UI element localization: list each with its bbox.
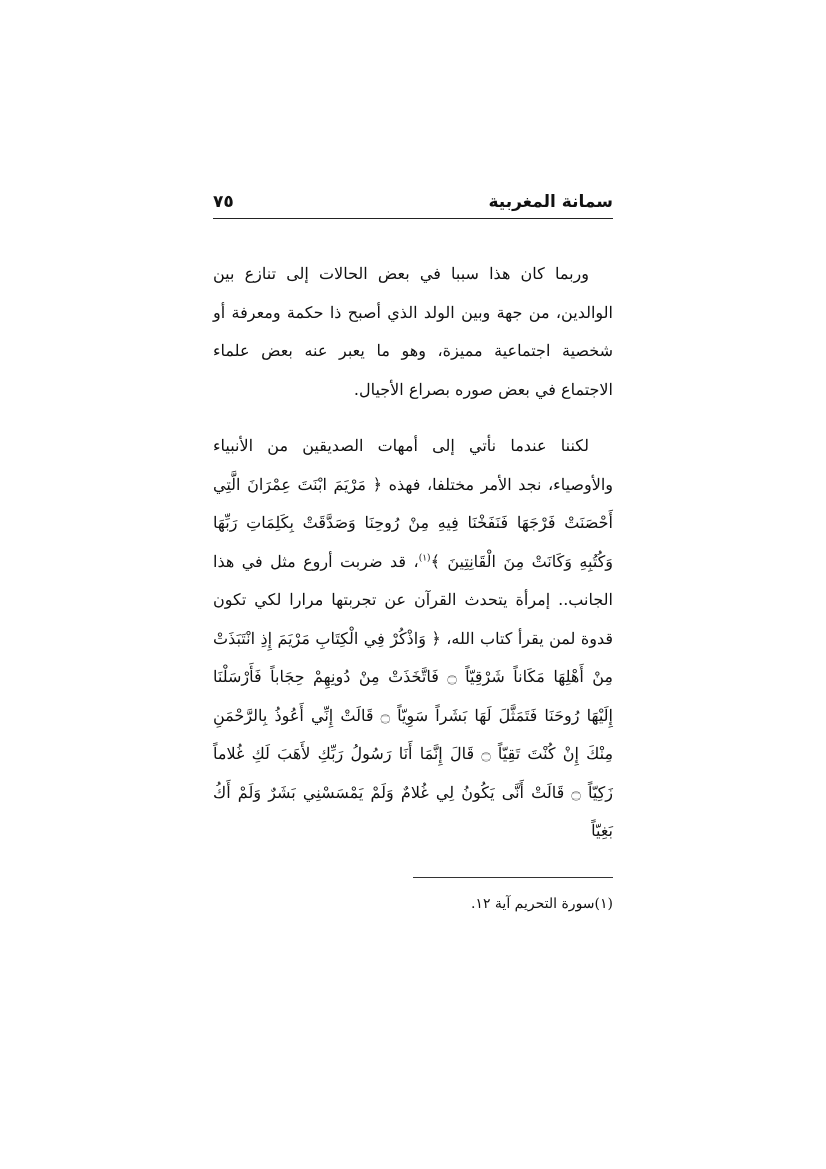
footnote-rule [413,877,613,878]
footnote: (١)سورة التحريم آية ١٢. [470,896,613,912]
paragraph-2-intro: لكننا عندما نأتي إلى أمهات الصديقين من الأنبياء والأوصياء، نجد الأمر مختلفا، فهذه [213,436,614,494]
paragraph-2-middle: ، قد ضربت أروع مثل في هذا الجانب.. إمرأة يتحدث القرآن عن تجربتها مرارا لكي تكون قدوة لمن يقرأ كتاب الله، [213,551,614,648]
body-text [213,255,613,851]
quran-quote-2: ﴿ وَاذْكُرْ فِي الْكِتَابِ مَرْيَمَ إِذِ انْتَبَذَتْ مِنْ أَهْلِهَا مَكَاناً شَرْقِيّاً ۝ فَاتَّخَذَتْ مِنْ دُونِهِمْ حِجَاباً فَأَرْسَلْنَا إِلَيْهَا رُوحَنَا فَتَمَثَّلَ لَهَا بَشَراً سَوِيّاً ۝ قَالَتْ إِنِّي أَعُوذُ بِالرَّحْمَنِ مِنْكَ إِنْ كُنْتَ تَقِيّاً ۝ قَالَ إِنَّمَا أَنَا رَسُولُ رَبِّكِ لأَهَبَ لَكِ غُلاماً زَكِيّاً ۝ قَالَتْ أَنَّى يَكُونُ لِي غُلامٌ وَلَمْ يَمْسَسْنِي بَشَرٌ وَلَمْ أَكُ بَغِيّاً [213,628,614,840]
running-head [213,188,613,222]
paragraph-1: وربما كان هذا سببا في بعض الحالات إلى تنازع بين الوالدين، من جهة وبين الولد الذي أصبح ذا حكمة ومعرفة أو شخصية اجتماعية مميزة، وهو ما يعبر عنه بعض علماء الاجتماع في بعض صوره بصراع الأجيال. [213,264,613,399]
running-head-title: سمانة المغربية [488,192,613,212]
footnote-reference[interactable]: (١) [418,553,431,564]
paragraph-2 [213,427,613,851]
page-number: ٧٥ [213,192,234,212]
header-rule [213,218,613,219]
quran-quote-1: ﴿ مَرْيَمَ ابْنَتَ عِمْرَانَ الَّتِي أَحْصَنَتْ فَرْجَهَا فَنَفَخْنَا فِيهِ مِنْ رُوحِنَا وَصَدَّقَتْ بِكَلِمَاتِ رَبِّهَا وَكُتُبِهِ وَكَانَتْ مِنَ الْقَانِتِينَ ﴾ [213,474,614,571]
